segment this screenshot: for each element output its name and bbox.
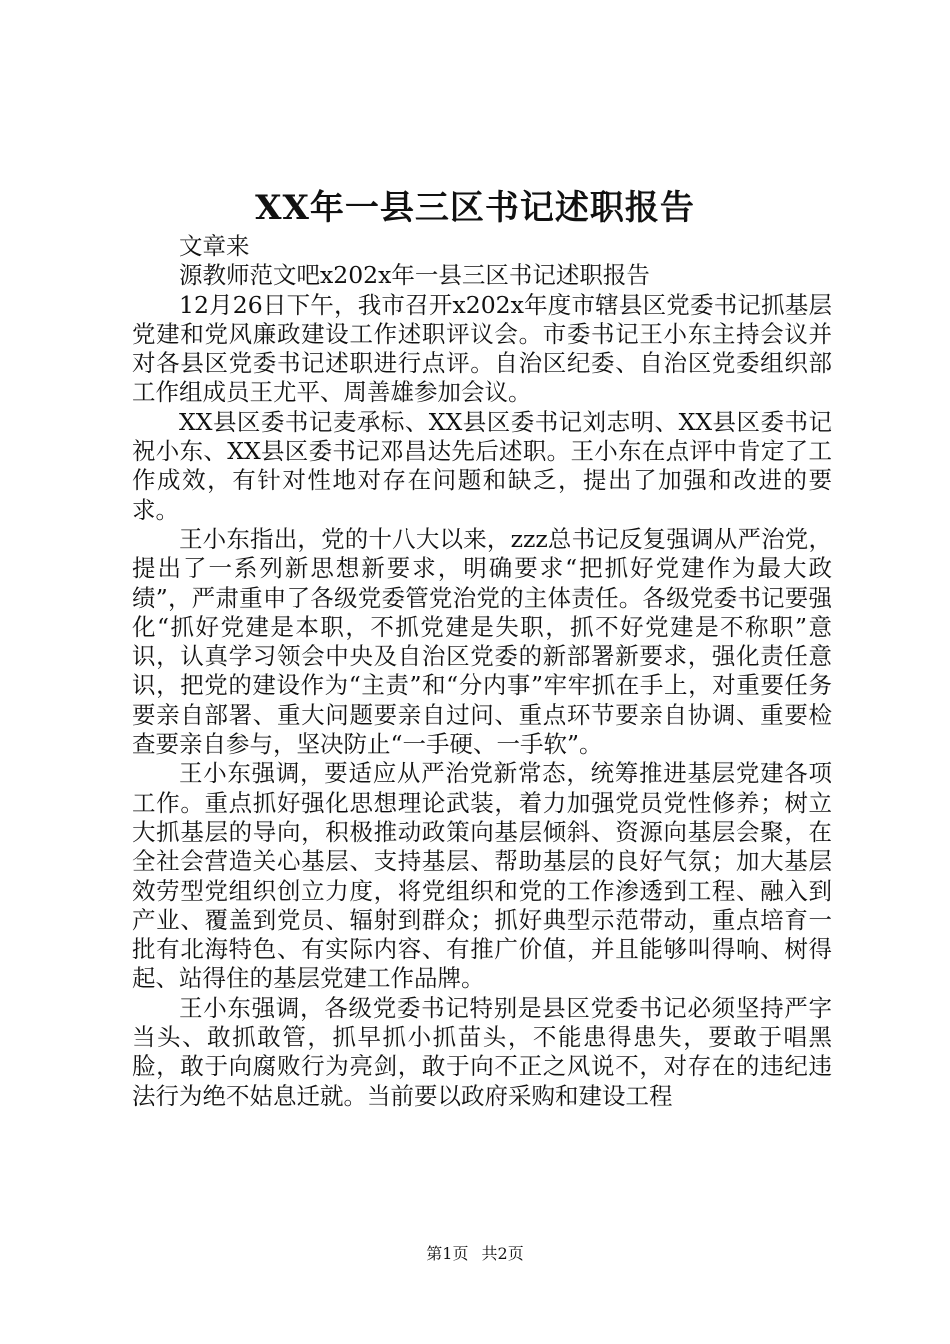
document-body (132, 232, 832, 1111)
paragraph: 文章来 (179, 232, 250, 260)
paragraph: 源教师范文吧x202x年一县三区书记述职报告 (179, 261, 650, 290)
page-number: 第1页 (426, 1244, 469, 1263)
paragraph: 王小东指出，党的十八大以来，zzz总书记反复强调从严治党，提出了一系列新思想新要求，明确要求“把抓好党建作为最大政绩”，严肃重申了各级党委管党治党的主体责任。各级党委书记要强化“抓好党建是本职，不抓党建是失职，抓不好党建是不称职”意识，认真学习领会中央及自治区党委的新部署新要求，强化责任意识，把党的建设作为“主责”和“分内事”牢牢抓在手上，对重要任务要亲自部署、重大问题要亲自过问、重点环节要亲自协调、重要检查要亲自参与，坚决防止“一手硬、一手软”。 (132, 524, 832, 759)
paragraph: XX县区委书记麦承标、XX县区委书记刘志明、XX县区委书记祝小东、XX县区委书记邓昌达先后述职。王小东在点评中肯定了工作成效，有针对性地对存在问题和缺乏，提出了加强和改进的要求。 (132, 407, 832, 524)
paragraph: 王小东强调，要适应从严治党新常态，统筹推进基层党建各项工作。重点抓好强化思想理论武装，着力加强党员党性修养；树立大抓基层的导向，积极推动政策向基层倾斜、资源向基层会聚，在全社会营造关心基层、支持基层、帮助基层的良好气氛；加大基层效劳型党组织创立力度，将党组织和党的工作渗透到工程、融入到产业、覆盖到党员、辐射到群众；抓好典型示范带动，重点培育一批有北海特色、有实际内容、有推广价值，并且能够叫得响、树得起、站得住的基层党建工作品牌。 (132, 759, 832, 993)
document-title: XX年一县三区书记述职报告 (255, 188, 695, 228)
paragraph: 王小东强调，各级党委书记特别是县区党委书记必须坚持严字当头、敢抓敢管，抓早抓小抓苗头，不能患得患失，要敢于唱黑脸，敢于向腐败行为亮剑，敢于向不正之风说不，对存在的违纪违法行为绝不姑息迁就。当前要以政府采购和建设工程 (132, 993, 832, 1110)
page-footer (0, 1244, 950, 1264)
paragraph: 12月26日下午，我市召开x202x年度市辖县区党委书记抓基层党建和党风廉政建设工作述职评议会。市委书记王小东主持会议并对各县区党委书记述职进行点评。自治区纪委、自治区党委组织部工作组成员王尤平、周善雄参加会议。 (132, 290, 832, 407)
page-total: 共2页 (481, 1244, 524, 1263)
